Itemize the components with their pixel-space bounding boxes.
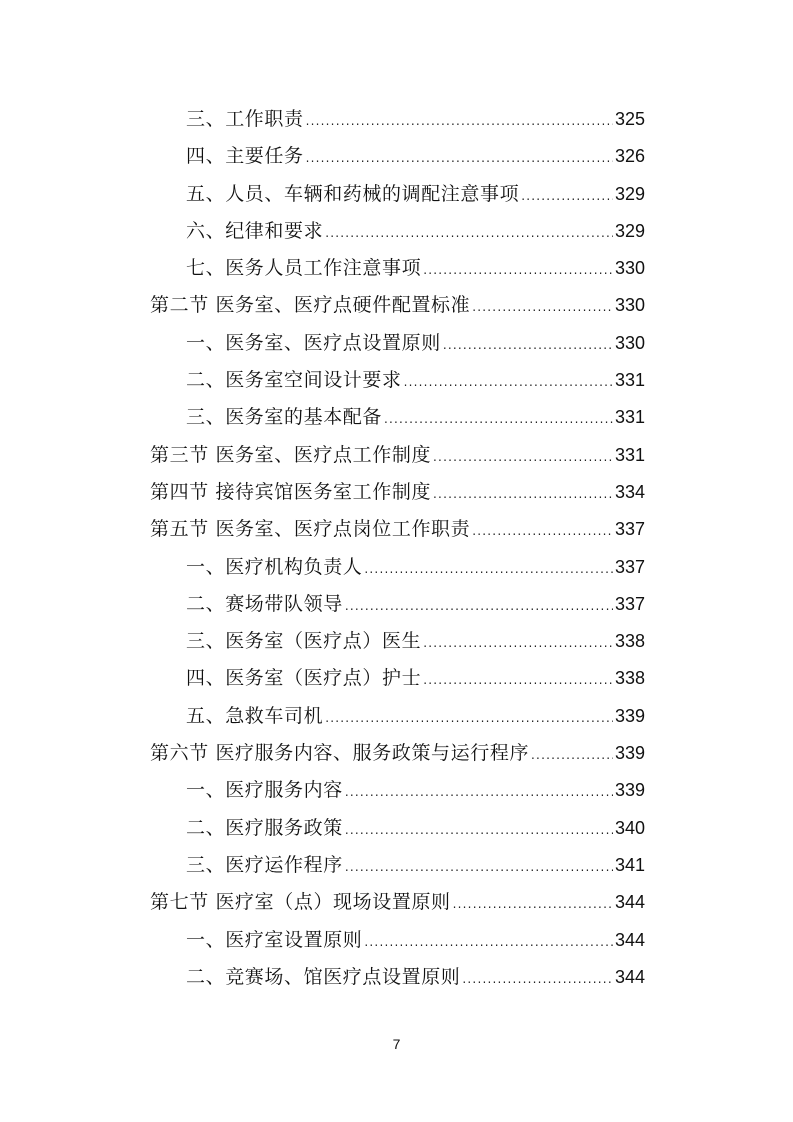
toc-page-number: 338 xyxy=(614,668,645,689)
toc-leader-dots xyxy=(472,289,613,326)
toc-leader-dots xyxy=(443,327,613,364)
table-of-contents xyxy=(150,101,645,996)
toc-entry xyxy=(150,922,645,959)
toc-page-number: 331 xyxy=(614,444,645,465)
toc-entry xyxy=(150,362,645,399)
toc-leader-dots xyxy=(325,700,613,737)
toc-leader-dots xyxy=(364,551,613,588)
toc-leader-dots xyxy=(423,625,613,662)
toc-section-entry xyxy=(150,437,645,474)
toc-page-number: 337 xyxy=(614,556,645,577)
toc-entry xyxy=(150,847,645,884)
toc-leader-dots xyxy=(345,588,613,625)
toc-leader-dots xyxy=(453,886,613,923)
toc-title: 二、赛场带队领导 xyxy=(186,592,343,615)
toc-page-number: 339 xyxy=(614,743,645,764)
toc-title: 第七节 医疗室（点）现场设置原则 xyxy=(150,891,451,914)
toc-entry xyxy=(150,660,645,697)
toc-page-number: 339 xyxy=(614,780,645,801)
toc-leader-dots xyxy=(325,215,613,252)
toc-entry xyxy=(150,138,645,175)
toc-page-number: 337 xyxy=(614,593,645,614)
toc-page-number: 325 xyxy=(614,109,645,129)
toc-entry xyxy=(150,549,645,586)
toc-page-number: 329 xyxy=(614,183,645,204)
toc-page-number: 334 xyxy=(614,481,645,502)
toc-entry xyxy=(150,325,645,362)
toc-title: 第四节 接待宾馆医务室工作制度 xyxy=(150,480,432,503)
toc-title: 一、医务室、医疗点设置原则 xyxy=(186,331,441,354)
toc-title: 三、医务室的基本配备 xyxy=(186,406,383,429)
toc-page-number: 344 xyxy=(614,929,645,950)
toc-title: 六、纪律和要求 xyxy=(186,219,324,242)
toc-title: 第三节 医务室、医疗点工作制度 xyxy=(150,443,432,466)
toc-leader-dots xyxy=(384,401,613,438)
toc-entry xyxy=(150,959,645,996)
toc-leader-dots xyxy=(364,924,613,961)
toc-page-number: 344 xyxy=(614,966,645,987)
toc-leader-dots xyxy=(423,252,613,289)
toc-section-entry xyxy=(150,735,645,772)
toc-page-number: 330 xyxy=(614,295,645,316)
toc-title: 三、医疗运作程序 xyxy=(186,853,343,876)
toc-title: 第二节 医务室、医疗点硬件配置标准 xyxy=(150,294,471,317)
page-footer xyxy=(0,1036,793,1052)
toc-leader-dots xyxy=(345,812,613,849)
toc-leader-dots xyxy=(472,513,613,550)
toc-title: 一、医疗室设置原则 xyxy=(186,928,363,951)
toc-title: 三、工作职责 xyxy=(186,108,304,130)
toc-leader-dots xyxy=(306,140,613,177)
toc-title: 五、急救车司机 xyxy=(186,704,324,727)
toc-page-number: 338 xyxy=(614,631,645,652)
toc-leader-dots xyxy=(433,439,613,476)
toc-entry xyxy=(150,810,645,847)
toc-title: 七、医务人员工作注意事项 xyxy=(186,257,422,280)
toc-leader-dots xyxy=(531,737,613,774)
toc-title: 第六节 医疗服务内容、服务政策与运行程序 xyxy=(150,742,530,765)
toc-section-entry xyxy=(150,474,645,511)
toc-title: 四、主要任务 xyxy=(186,145,304,168)
toc-leader-dots xyxy=(423,662,613,699)
toc-leader-dots xyxy=(433,476,613,513)
toc-page-number: 329 xyxy=(614,220,645,241)
toc-entry xyxy=(150,250,645,287)
toc-entry xyxy=(150,176,645,213)
toc-section-entry xyxy=(150,511,645,548)
toc-page-number: 337 xyxy=(614,519,645,540)
toc-title: 三、医务室（医疗点）医生 xyxy=(186,630,422,653)
toc-section-entry xyxy=(150,287,645,324)
toc-title: 五、人员、车辆和药械的调配注意事项 xyxy=(186,182,520,205)
toc-section-entry xyxy=(150,884,645,921)
toc-leader-dots xyxy=(404,364,613,401)
toc-page-number: 341 xyxy=(614,854,645,875)
toc-title: 一、医疗服务内容 xyxy=(186,779,343,802)
toc-entry xyxy=(150,101,645,138)
toc-entry xyxy=(150,772,645,809)
toc-page-number: 331 xyxy=(614,407,645,428)
toc-leader-dots xyxy=(345,774,613,811)
toc-page-number: 340 xyxy=(614,817,645,838)
page-number: 7 xyxy=(392,1036,401,1052)
toc-title: 第五节 医务室、医疗点岗位工作职责 xyxy=(150,518,471,541)
toc-title: 一、医疗机构负责人 xyxy=(186,555,363,578)
toc-entry xyxy=(150,586,645,623)
toc-page-number: 326 xyxy=(614,146,645,167)
toc-page-number: 344 xyxy=(614,892,645,913)
toc-leader-dots xyxy=(345,849,613,886)
toc-title: 二、医疗服务政策 xyxy=(186,816,343,839)
toc-title: 四、医务室（医疗点）护士 xyxy=(186,667,422,690)
toc-page-number: 339 xyxy=(614,705,645,726)
toc-title: 二、竞赛场、馆医疗点设置原则 xyxy=(186,965,461,988)
toc-leader-dots xyxy=(306,103,613,140)
toc-page-number: 330 xyxy=(614,258,645,279)
toc-entry xyxy=(150,213,645,250)
toc-page-number: 330 xyxy=(614,332,645,353)
toc-entry xyxy=(150,623,645,660)
toc-page-number: 331 xyxy=(614,370,645,391)
toc-entry xyxy=(150,399,645,436)
toc-entry xyxy=(150,698,645,735)
toc-title: 二、医务室空间设计要求 xyxy=(186,369,402,392)
toc-leader-dots xyxy=(521,178,613,215)
toc-leader-dots xyxy=(462,961,613,998)
